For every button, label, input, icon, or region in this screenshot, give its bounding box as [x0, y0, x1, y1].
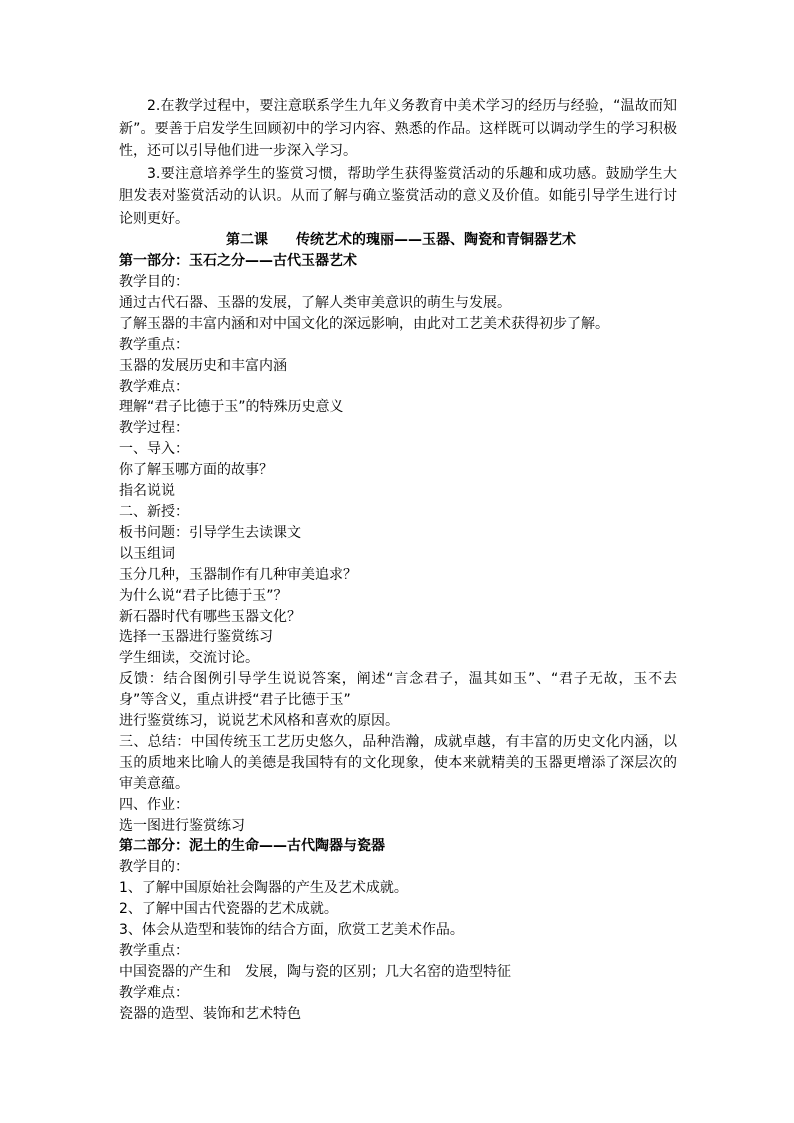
part1-line: 玉器的发展历史和丰富内涵 — [119, 357, 287, 374]
part1-line: 为什么说“君子比德于玉”？ — [119, 587, 288, 604]
lesson-title: 第二课 传统艺术的瑰丽——玉器、陶瓷和青铜器艺术 — [226, 232, 576, 248]
part1-line: 玉分几种，玉器制作有几种审美追求？ — [119, 566, 357, 583]
part1-line: 通过古代石器、玉器的发展，了解人类审美意识的萌生与发展。 — [119, 294, 511, 311]
part1-line: 一、导入： — [119, 441, 189, 458]
part1-line: 板书问题：引导学生去读课文 — [119, 524, 301, 541]
part2-line: 教学目的： — [119, 859, 189, 876]
part2-line: 瓷器的造型、装饰和艺术特色 — [119, 1005, 301, 1022]
intro-paragraph-2: 2.在教学过程中，要注意联系学生九年义务教育中美术学习的经历与经验，“温故而知新”。要善于启发学生回顾初中的学习内容、熟悉的作品。这样既可以调动学生的学习积极性，还可以引导他们进一步深入学习。 — [119, 98, 677, 159]
part1-homework: 选一图进行鉴赏练习 — [119, 817, 245, 834]
part2-line: 中国瓷器的产生和 发展，陶与瓷的区别；几大名窑的造型特征 — [119, 964, 511, 980]
part2-line: 教学重点： — [119, 943, 189, 960]
part1-line: 指名说说 — [119, 483, 175, 500]
part1-practice: 进行鉴赏练习，说说艺术风格和喜欢的原因。 — [119, 713, 399, 730]
part2-line: 2、了解中国古代瓷器的艺术成就。 — [119, 901, 338, 918]
part1-line: 新石器时代有哪些玉器文化？ — [119, 608, 301, 625]
part1-line: 选择一玉器进行鉴赏练习 — [119, 629, 273, 646]
part1-line: 教学过程： — [119, 420, 189, 437]
part1-line: 你了解玉哪方面的故事？ — [119, 462, 273, 479]
part2-heading: 第二部分：泥土的生命——古代陶器与瓷器 — [119, 838, 385, 855]
part2-line: 教学难点： — [119, 984, 189, 1001]
part1-feedback: 反馈：结合图例引导学生说说答案，阐述“言念君子，温其如玉”、“君子无故，玉不去身”等含义，重点讲授“君子比德于玉” — [119, 671, 677, 709]
part1-line: 教学重点： — [119, 336, 189, 353]
part1-homework-title: 四、作业： — [119, 796, 189, 813]
part1-line: 了解玉器的丰富内涵和对中国文化的深远影响，由此对工艺美术获得初步了解。 — [119, 315, 609, 332]
document-page — [119, 95, 677, 1025]
part1-line: 学生细读，交流讨论。 — [119, 650, 259, 667]
part1-line: 教学目的： — [119, 274, 189, 290]
part2-line: 1、了解中国原始社会陶器的产生及艺术成就。 — [119, 880, 408, 897]
part1-heading: 第一部分：玉石之分——古代玉器艺术 — [119, 253, 357, 269]
part1-line: 教学难点： — [119, 378, 189, 395]
part2-line: 3、体会从造型和装饰的结合方面，欣赏工艺美术作品。 — [119, 922, 464, 939]
part1-line: 二、新授： — [119, 503, 189, 520]
part1-line: 以玉组词 — [119, 545, 175, 562]
intro-paragraph-3: 3.要注意培养学生的鉴赏习惯，帮助学生获得鉴赏活动的乐趣和成功感。鼓励学生大胆发表对鉴赏活动的认识。从而了解与确立鉴赏活动的意义及价值。如能引导学生进行讨论则更好。 — [119, 165, 677, 227]
part1-line: 理解“君子比德于玉”的特殊历史意义 — [119, 399, 344, 416]
part1-summary: 三、总结：中国传统玉工艺历史悠久，品种浩瀚，成就卓越，有丰富的历史文化内涵，以玉的质地来比喻人的美德是我国特有的文化现象，使本来就精美的玉器更增添了深层次的审美意蕴。 — [119, 733, 677, 792]
